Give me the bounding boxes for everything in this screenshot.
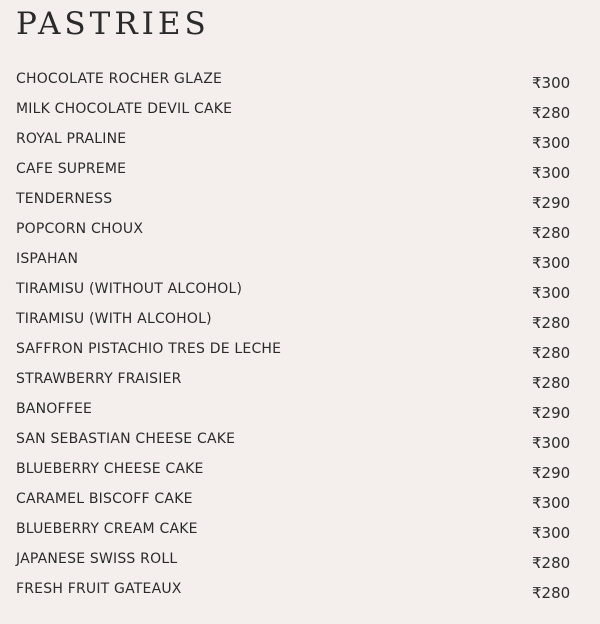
item-price: ₹300 <box>532 74 571 92</box>
item-price: ₹300 <box>532 524 571 542</box>
item-name: SAFFRON PISTACHIO TRES DE LECHE <box>16 341 282 357</box>
item-price: ₹280 <box>532 314 571 332</box>
menu-item <box>0 576 600 606</box>
item-price: ₹300 <box>532 284 571 302</box>
item-price: ₹280 <box>532 104 571 122</box>
menu-item <box>0 426 600 456</box>
item-price: ₹300 <box>532 134 571 152</box>
menu-item <box>0 66 600 96</box>
item-price: ₹280 <box>532 224 571 242</box>
menu-item <box>0 156 600 186</box>
item-price: ₹300 <box>532 434 571 452</box>
item-name: JAPANESE SWISS ROLL <box>16 551 178 567</box>
item-price: ₹300 <box>532 254 571 272</box>
menu-item <box>0 246 600 276</box>
menu-item <box>0 396 600 426</box>
menu-item <box>0 546 600 576</box>
menu-item <box>0 276 600 306</box>
item-name: CHOCOLATE ROCHER GLAZE <box>16 71 223 87</box>
item-name: CARAMEL BISCOFF CAKE <box>16 491 193 507</box>
menu-item <box>0 486 600 516</box>
item-price: ₹280 <box>532 374 571 392</box>
item-name: TIRAMISU (WITH ALCOHOL) <box>16 311 212 327</box>
item-name: POPCORN CHOUX <box>16 221 144 237</box>
item-price: ₹280 <box>532 344 571 362</box>
menu-item <box>0 96 600 126</box>
item-name: STRAWBERRY FRAISIER <box>16 371 182 387</box>
item-name: MILK CHOCOLATE DEVIL CAKE <box>16 101 233 117</box>
item-price: ₹280 <box>532 554 571 572</box>
item-price: ₹290 <box>532 194 571 212</box>
item-price: ₹300 <box>532 494 571 512</box>
menu-title: PASTRIES <box>16 6 210 42</box>
item-name: BLUEBERRY CREAM CAKE <box>16 521 198 537</box>
item-price: ₹300 <box>532 164 571 182</box>
menu-item <box>0 126 600 156</box>
menu-item <box>0 516 600 546</box>
item-price: ₹290 <box>532 404 571 422</box>
menu-item <box>0 186 600 216</box>
item-name: TENDERNESS <box>16 191 113 207</box>
menu-item <box>0 216 600 246</box>
menu-item <box>0 366 600 396</box>
item-name: FRESH FRUIT GATEAUX <box>16 581 182 597</box>
item-name: BLUEBERRY CHEESE CAKE <box>16 461 204 477</box>
item-name: SAN SEBASTIAN CHEESE CAKE <box>16 431 236 447</box>
item-price: ₹290 <box>532 464 571 482</box>
menu-item <box>0 306 600 336</box>
menu-list <box>0 66 600 606</box>
menu-item <box>0 456 600 486</box>
item-price: ₹280 <box>532 584 571 602</box>
item-name: ROYAL PRALINE <box>16 131 127 147</box>
item-name: CAFE SUPREME <box>16 161 127 177</box>
item-name: BANOFFEE <box>16 401 93 417</box>
item-name: TIRAMISU (WITHOUT ALCOHOL) <box>16 281 243 297</box>
menu-item <box>0 336 600 366</box>
item-name: ISPAHAN <box>16 251 79 267</box>
